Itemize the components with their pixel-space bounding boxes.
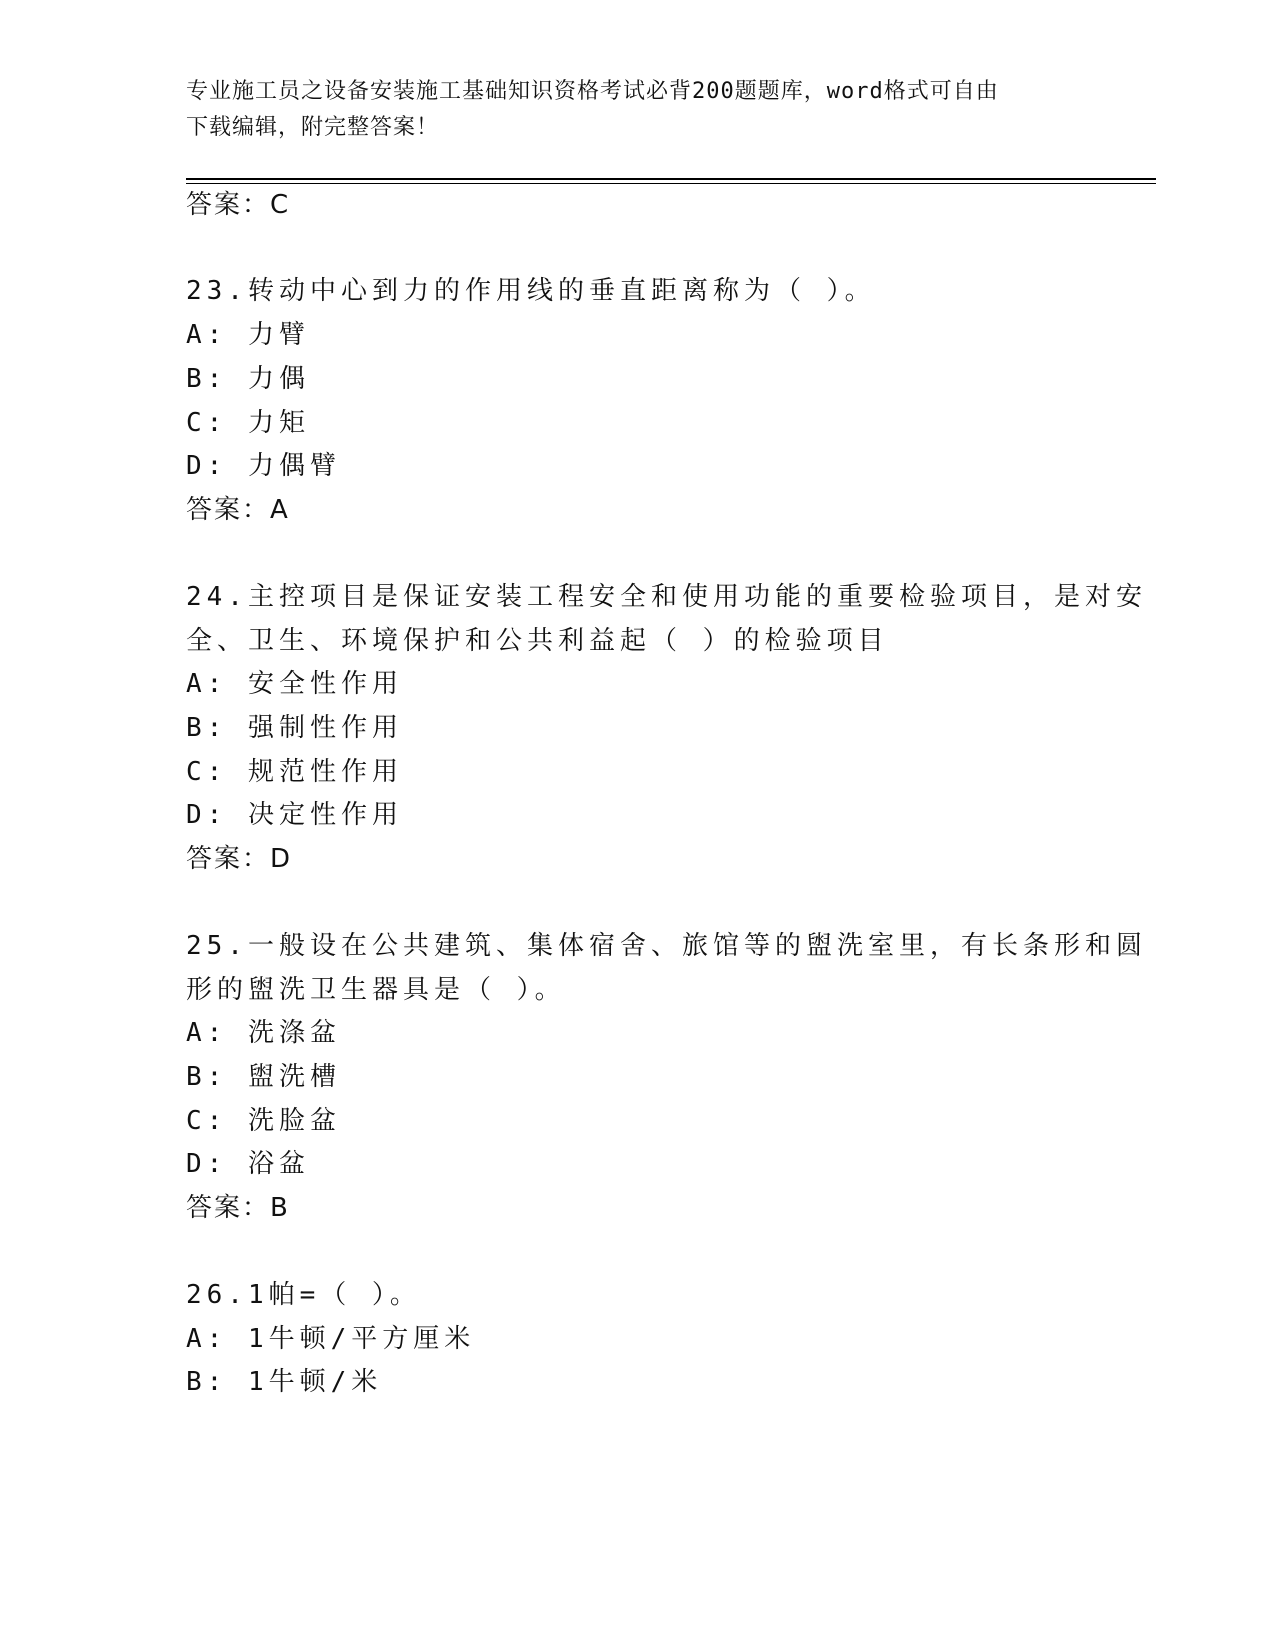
question-25-stem-line-1: 25.一般设在公共建筑、集体宿舍、旅馆等的盥洗室里，有长条形和圆	[186, 931, 1147, 961]
question-26-stem: 26.1帕=（ ）。	[186, 1280, 421, 1310]
answer-25: 答案：B	[186, 1193, 290, 1223]
header-title-line-2: 下载编辑，附完整答案！	[186, 115, 440, 140]
question-25-option-c: C: 洗脸盆	[186, 1106, 341, 1136]
question-25-stem-line-2: 形的盥洗卫生器具是（ ）。	[186, 975, 566, 1005]
header-title-line-1: 专业施工员之设备安装施工基础知识资格考试必背200题题库，word格式可自由	[186, 79, 999, 104]
header-divider-thin	[186, 183, 1156, 184]
question-24-stem-line-2: 全、卫生、环境保护和公共利益起（ ）的检验项目	[186, 626, 889, 656]
answer-23: 答案：A	[186, 495, 290, 525]
question-25-option-b: B: 盥洗槽	[186, 1062, 341, 1092]
question-23-option-b: B: 力偶	[186, 364, 310, 394]
document-header	[186, 74, 1086, 146]
question-25-option-a: A: 洗涤盆	[186, 1018, 341, 1048]
question-23-option-a: A: 力臂	[186, 320, 310, 350]
question-25-option-d: D: 浴盆	[186, 1149, 310, 1179]
header-divider-thick	[186, 178, 1156, 180]
question-26-option-b: B: 1牛顿/米	[186, 1367, 383, 1397]
question-23-stem: 23.转动中心到力的作用线的垂直距离称为（ ）。	[186, 276, 876, 306]
question-23-option-c: C: 力矩	[186, 408, 310, 438]
question-26-option-a: A: 1牛顿/平方厘米	[186, 1324, 476, 1354]
question-24-stem-line-1: 24.主控项目是保证安装工程安全和使用功能的重要检验项目，是对安	[186, 582, 1147, 612]
question-24-option-d: D: 决定性作用	[186, 800, 403, 830]
question-23-option-d: D: 力偶臂	[186, 451, 341, 481]
question-24-option-c: C: 规范性作用	[186, 757, 403, 787]
question-24-option-a: A: 安全性作用	[186, 669, 403, 699]
question-24-option-b: B: 强制性作用	[186, 713, 403, 743]
answer-22: 答案：C	[186, 190, 291, 220]
answer-24: 答案：D	[186, 844, 293, 874]
